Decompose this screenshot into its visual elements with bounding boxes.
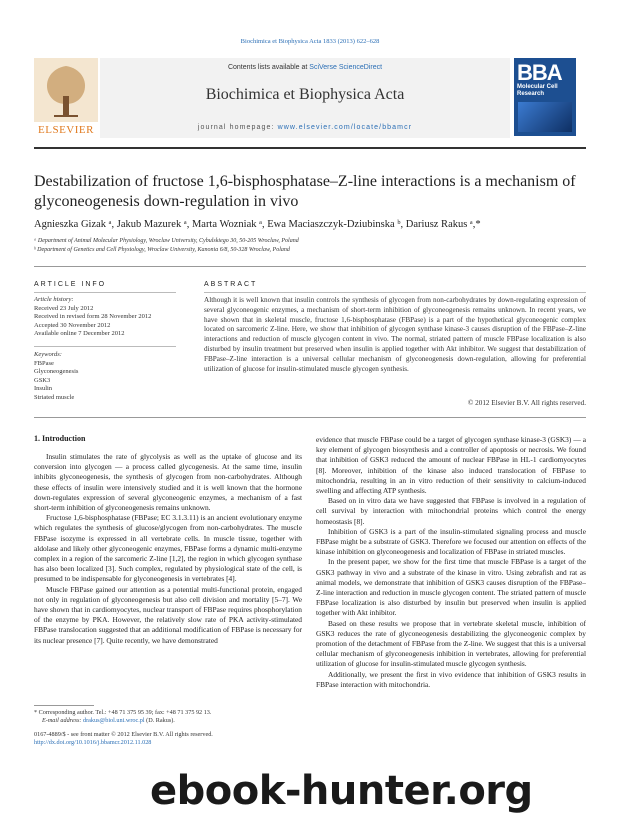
paragraph: Additionally, we present the first in vivo evidence that inhibition of GSK3 results in FBPase interaction with mitochondria. <box>316 669 586 689</box>
watermark-text: ebook-hunter.org <box>150 768 533 814</box>
abstract-text: Although it is well known that insulin controls the synthesis of glycogen from non-carbohydrates by down-regulating expression of several glyconeogenic enzymes, a mechanism of short-term inhibition of glyconeogenesis remains unknown. In recent years, we have shown that in skeletal muscle, fructose 1,6-bisphosphatase (FBPase) is a part of the hypothetical glyconeogenic complex located on sarcomeric Z-line. Here, we show that inhibition of glycogen synthase kinase-3 causes disruption of the FBPase–Z-line interactions and reduction of muscle glycogen content in vivo. The normal, striated pattern of muscle FBPase localization is also disturbed by insulin treatment but preserved when insulin is applied together with Akt inhibitor. We suggest that destabilization of FBPase–Z-line interaction is a universal cellular mechanism of glyconeogenesis down-regulation, allowing for preferential utilization of glucose for insulin-stimulated muscle glycogen synthesis. <box>204 296 586 373</box>
cover-subtitle: Molecular Cell Research <box>517 84 558 97</box>
header-rule <box>34 147 586 149</box>
journal-title: Biochimica et Biophysica Acta <box>205 86 405 103</box>
paragraph: Insulin stimulates the rate of glycolysis as well as the uptake of glucose and its conversion into glycogen — a process called glycogenesis. At the same time, insulin inhibits glyconeogenesis, the synthesis of glycogen from non-carbohydrates. Although these effects of insulin were intensively studied and it is well known that the hormone down-regulates expression of several glyconeogenic enzymes, a mechanism of a fast short-term inhibition of glyconeogenesis remains unknown. <box>34 452 302 513</box>
keyword: Striated muscle <box>34 393 75 401</box>
cover-title: BBA <box>517 60 562 85</box>
paragraph: In the present paper, we show for the first time that muscle FBPase is a target of the GSK3 pathway in vivo and a substrate of the kinase in vitro. Using zebrafish and rat as animal models, we demonstrate that inhibition of GSK3 causes disruption of the FBPase–Z-line interaction and reduction in muscle glycogen content. The striated pattern of muscle FBPase localization is also disturbed by insulin but preserved when insulin is applied together with Akt inhibitor. <box>316 557 586 618</box>
history-label: Article history: <box>34 296 74 303</box>
email-suffix: (D. Rakus). <box>144 717 175 724</box>
section-heading-introduction: 1. Introduction <box>34 434 86 443</box>
paragraph: Fructose 1,6-bisphosphatase (FBPase; EC 3.1.3.11) is an ancient evolutionary enzyme which regulates the synthesis of glucose/glycogen from non-carbohydrates. The muscle FBPase isozyme is expressed in all vertebrate cells. In muscle tissue, together with aldolase and likely other glyconeogenic enzymes, FBPase forms a dynamic multi-enzyme complex in a region of the sarcomeric Z-line [1,2], the region in which glycogen synthase has also been localized [3]. Such complex, regulated by physiological state of the cell, is presumed to be indispensable for glyconeogenesis in vertebrates [4]. <box>34 513 302 584</box>
paragraph: evidence that muscle FBPase could be a target of glycogen synthase kinase-3 (GSK3) — a key element of glycogen biosynthesis and a controller of apoptosis or necrosis. We found that inhibition of GSK3 reduced the amount of nuclear FBPase in HL-1 cardiomyocytes [8]. Moreover, inhibition of the kinase also induced translocation of FBPase to mitochondria, resulting in an in vitro reduction of their sensitivity to calcium-induced swelling and affecting ATP synthesis. <box>316 435 586 496</box>
history-item: Received 23 July 2012 <box>34 304 94 312</box>
article-info-heading: ARTICLE INFO <box>34 281 107 288</box>
elsevier-logo-text: ELSEVIER <box>38 124 94 136</box>
article-info-rule <box>34 292 176 293</box>
contents-available-line <box>100 64 510 71</box>
history-item: Received in revised form 28 November 2012 <box>34 313 152 321</box>
issn-line: 0167-4889/$ - see front matter © 2012 Elsevier B.V. All rights reserved. <box>34 731 213 738</box>
sciencedirect-link[interactable]: SciVerse ScienceDirect <box>309 64 383 71</box>
keywords-rule <box>34 346 176 347</box>
doi-link[interactable] <box>34 739 304 747</box>
contents-prefix: Contents lists available at <box>227 64 310 71</box>
history-item: Available online 7 December 2012 <box>34 330 125 338</box>
article-title: Destabilization of fructose 1,6-bisphosphatase–Z-line interactions is a mechanism of glyconeogenesis down-regulation in vivo <box>34 173 576 210</box>
abstract-bottom-rule <box>34 417 586 418</box>
email-label: E-mail address: <box>42 717 84 724</box>
abstract-heading: ABSTRACT <box>204 281 258 288</box>
article-history <box>34 296 176 339</box>
abstract-copyright: © 2012 Elsevier B.V. All rights reserved. <box>467 399 586 407</box>
journal-cover-image <box>514 58 576 136</box>
corresponding-author: * Corresponding author. Tel.: +48 71 375 95 39; fax: +48 71 375 92 13. <box>34 709 212 716</box>
homepage-link[interactable]: www.elsevier.com/locate/bbamcr <box>277 124 413 131</box>
footnote-rule <box>34 705 94 706</box>
body-column-right <box>316 435 586 690</box>
keyword: Insulin <box>34 385 53 393</box>
paragraph: Based on these results we propose that in vertebrate skeletal muscle, inhibition of GSK3 reduces the rate of glyconeogenesis destabilizing the glyconeogenic complex by promotion of the detachment of FBPase from the Z-line. We suggest that this is a universal cellular mechanism of glyconeogenesis inhibition in vertebrates, allowing for preferential utilization of glucose for insulin-stimulated muscle glycogen synthesis. <box>316 618 586 669</box>
cover-graphic <box>518 102 572 132</box>
paragraph: Based on in vitro data we have suggested that FBPase is involved in a regulation of cell survival by interaction with mitochondrial proteins which control the energy homeostasis [8]. <box>316 496 586 526</box>
doi-url[interactable]: http://dx.doi.org/10.1016/j.bbamcr.2012.11.028 <box>34 739 152 746</box>
tree-icon <box>34 58 98 122</box>
keywords-block <box>34 351 176 403</box>
affiliation-b: ᵇ Department of Genetics and Cell Physiology, Wroclaw University, Kanonia 6/8, 50-328 Wroclaw, Poland <box>34 247 290 253</box>
body-column-left <box>34 452 302 646</box>
keyword: FBPase <box>34 359 54 367</box>
paragraph: Muscle FBPase gained our attention as a potential multi-functional protein, engaged not only in regulation of glyconeogenesis but also cell division and mortality [5–7]. We have shown that in cardiomyocytes, nuclear transport of FBPase requires phosphorylation of the enzyme by PKA. However, the relatively slow rate of PKA activity-stimulated FBPase translocation suggested that an additional modification of FBPase is necessary for its nuclear presence [7]. Quite recently, we have demonstrated <box>34 584 302 645</box>
abstract-rule <box>204 292 586 293</box>
info-top-rule <box>34 266 586 267</box>
homepage-prefix: journal homepage: <box>197 124 278 131</box>
keywords-label: Keywords: <box>34 351 62 358</box>
paragraph: Inhibition of GSK3 is a part of the insulin-stimulated signaling process and muscle FBPase might be a substrate of GSK3. Therefore we focused our attention on effects of the kinase inhibition on glyconeogenesis and localization of FBPase in striated muscles. <box>316 526 586 557</box>
history-item: Accepted 30 November 2012 <box>34 321 111 329</box>
journal-reference[interactable]: Biochimica et Biophysica Acta 1833 (2013) 622–628 <box>240 38 380 45</box>
email-line <box>34 717 304 725</box>
affiliation-a: ᵃ Department of Animal Molecular Physiology, Wroclaw University, Cybulskiego 30, 50-205 Wroclaw, Poland <box>34 238 299 244</box>
keyword: Glyconeogenesis <box>34 368 79 376</box>
email-link[interactable]: drakus@biol.uni.wroc.pl <box>83 717 145 724</box>
journal-homepage <box>100 124 510 131</box>
article-authors: Agnieszka Gizak ᵃ, Jakub Mazurek ᵃ, Marta Wozniak ᵃ, Ewa Maciaszczyk-Dziubinska ᵇ, Dariusz Rakus ᵃ,* <box>34 219 481 230</box>
keyword: GSK3 <box>34 376 51 384</box>
